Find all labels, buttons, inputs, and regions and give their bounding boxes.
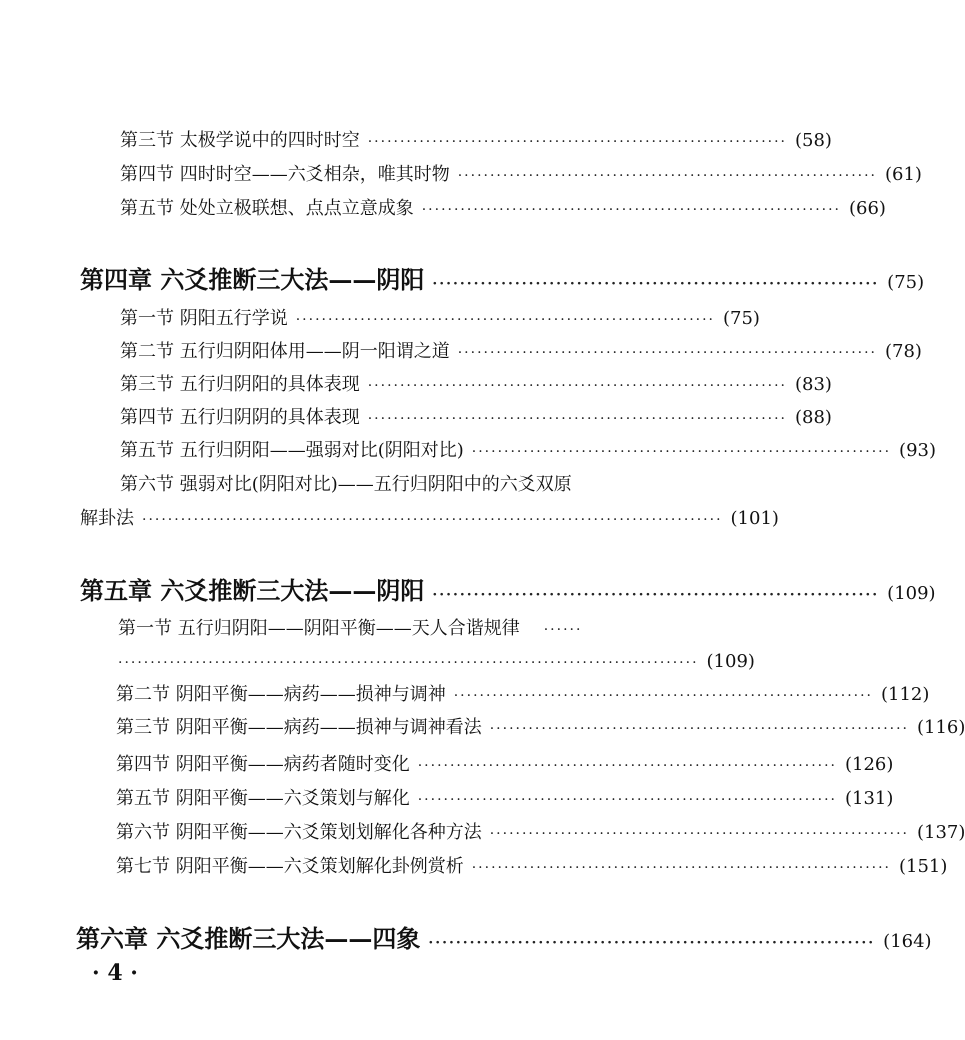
dot-leader: ·································································	[421, 202, 841, 218]
section-label: 第五节	[116, 788, 170, 809]
dot-leader: ·································································	[471, 444, 892, 460]
chapter-label: 第六章	[76, 924, 148, 953]
section-title: 五行归阴阳——阴阳平衡——天人合谐规律	[177, 618, 520, 639]
toc-entry[interactable]	[116, 752, 894, 778]
toc-entry[interactable]	[116, 854, 948, 880]
section-label: 第二节	[116, 684, 170, 705]
section-label: 第四节	[116, 754, 170, 775]
page-number: (131)	[845, 788, 894, 809]
toc-entry[interactable]	[120, 162, 922, 188]
section-label: 第三节	[116, 717, 170, 738]
section-title: 五行归阴阳的具体表现	[179, 374, 360, 395]
dot-leader: ·································································	[489, 826, 909, 842]
section-title: 太极学说中的四时时空	[179, 130, 360, 151]
section-label: 第五节	[120, 440, 174, 461]
dot-leader: ·································································	[432, 587, 880, 603]
section-title: 阴阳平衡——六爻策划与解化	[175, 788, 410, 809]
section-title: 阴阳平衡——病药者随时变化	[175, 754, 410, 775]
toc-entry[interactable]	[120, 196, 886, 222]
section-title: 阴阳平衡——六爻策划解化卦例赏析	[175, 856, 464, 877]
chapter-title: 六爻推断三大法——四象	[156, 924, 421, 953]
section-label: 第四节	[120, 407, 174, 428]
toc-entry[interactable]	[118, 616, 655, 642]
section-label: 第四节	[120, 164, 174, 185]
section-title: 处处立极联想、点点立意成象	[179, 198, 414, 219]
page-number: (126)	[845, 754, 894, 775]
toc-entry[interactable]	[120, 405, 832, 431]
toc-entry[interactable]	[116, 682, 930, 708]
toc-entry[interactable]	[116, 820, 965, 846]
section-label: 第五节	[120, 198, 174, 219]
section-title: 阴阳五行学说	[179, 308, 288, 329]
section-label: 第三节	[120, 374, 174, 395]
dot-leader: ·································································	[417, 792, 837, 808]
section-title: 强弱对比(阴阳对比)——五行归阴阳中的六爻双原	[179, 474, 572, 495]
section-label: 第六节	[120, 474, 174, 495]
dot-leader: ·································································	[453, 688, 873, 704]
section-label: 第七节	[116, 856, 170, 877]
page-number: (164)	[883, 931, 932, 952]
page-number: (61)	[885, 164, 922, 185]
toc-entry-continuation[interactable]	[118, 649, 755, 675]
dot-leader: ·································································	[457, 168, 877, 184]
section-title-continuation: 解卦法	[80, 508, 134, 529]
section-title: 阴阳平衡——病药——损神与调神	[175, 684, 446, 705]
toc-entry[interactable]	[120, 128, 832, 154]
toc-chapter[interactable]	[80, 575, 936, 607]
toc-entry[interactable]	[120, 306, 760, 332]
dot-leader: ·································································	[295, 312, 715, 328]
section-title: 四时时空——六爻相杂，唯其时物	[179, 164, 450, 185]
toc-entry[interactable]	[116, 715, 965, 741]
page-number: (116)	[917, 717, 965, 738]
chapter-label: 第五章	[80, 576, 152, 605]
section-label: 第二节	[120, 341, 174, 362]
page-number: (58)	[795, 130, 832, 151]
page-number: (137)	[917, 822, 965, 843]
section-title: 五行归阴阴的具体表现	[179, 407, 360, 428]
dot-leader: ·································································	[367, 378, 787, 394]
section-title: 五行归阴阳——强弱对比(阴阳对比)	[179, 440, 464, 461]
toc-chapter[interactable]	[76, 923, 932, 955]
dot-leader: ·································································	[417, 758, 837, 774]
toc-entry[interactable]	[120, 472, 665, 498]
toc-entry[interactable]	[120, 339, 922, 365]
page-number: (93)	[899, 440, 936, 461]
page-number: (109)	[706, 651, 755, 672]
dot-leader: ·································································	[428, 935, 876, 951]
section-label: 第一节	[120, 308, 174, 329]
chapter-label: 第四章	[80, 265, 152, 294]
page-number: (75)	[887, 272, 925, 293]
section-label: 第六节	[116, 822, 170, 843]
page-number: (88)	[795, 407, 832, 428]
page-number: (151)	[899, 856, 948, 877]
page-number: (101)	[730, 508, 779, 529]
page-number: (83)	[795, 374, 832, 395]
toc-entry[interactable]	[120, 438, 936, 464]
section-title: 五行归阴阳体用——阴一阳谓之道	[179, 341, 450, 362]
toc-entry[interactable]	[120, 372, 832, 398]
dot-leader: ······	[543, 622, 583, 638]
toc-entry[interactable]	[116, 786, 894, 812]
toc-entry-continuation[interactable]	[80, 506, 779, 532]
chapter-title: 六爻推断三大法——阴阳	[160, 265, 425, 294]
section-label: 第一节	[118, 618, 172, 639]
page-number: (78)	[885, 341, 922, 362]
toc-chapter[interactable]	[80, 264, 925, 296]
page-number: (66)	[849, 198, 886, 219]
dot-leader: ·································································	[432, 276, 880, 292]
page-number: (75)	[723, 308, 760, 329]
dot-leader: ·································································	[489, 721, 909, 737]
page-number: (109)	[887, 583, 936, 604]
page-number: (112)	[881, 684, 930, 705]
dot-leader: ··························································································	[142, 512, 723, 528]
dot-leader: ·································································	[367, 134, 787, 150]
dot-leader: ·································································	[471, 860, 891, 876]
page-folio: · 4 ·	[92, 960, 138, 986]
dot-leader: ·································································	[457, 345, 877, 361]
section-title: 阴阳平衡——六爻策划划解化各种方法	[175, 822, 482, 843]
section-label: 第三节	[120, 130, 174, 151]
dot-leader: ··························································································	[118, 655, 699, 671]
section-title: 阴阳平衡——病药——损神与调神看法	[175, 717, 482, 738]
chapter-title: 六爻推断三大法——阴阳	[160, 576, 425, 605]
dot-leader: ·································································	[367, 411, 787, 427]
